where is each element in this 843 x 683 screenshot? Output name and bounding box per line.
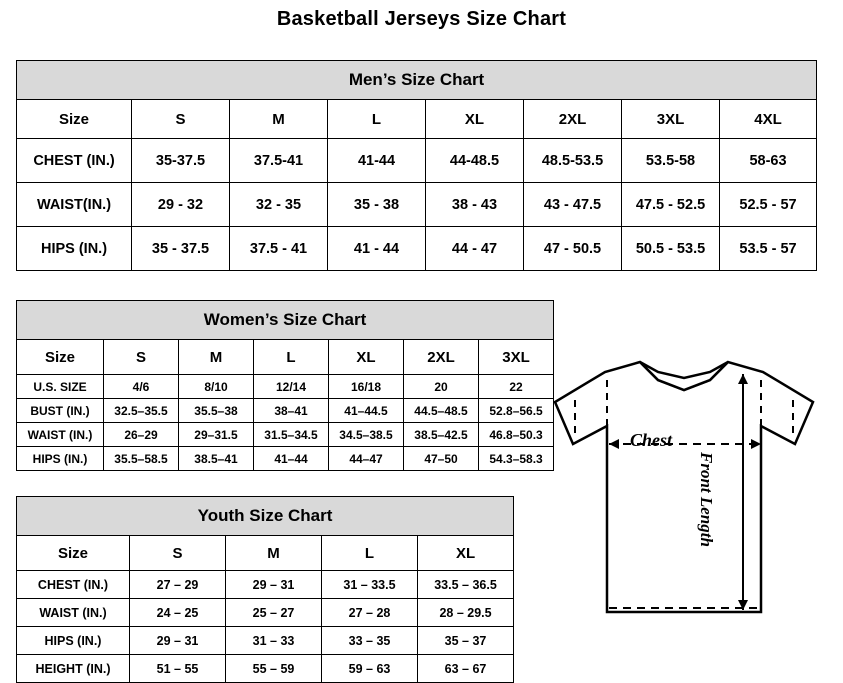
jersey-outline: [555, 362, 813, 612]
row-label: CHEST (IN.): [17, 139, 132, 183]
table-cell: 20: [404, 375, 479, 399]
table-cell: 26–29: [104, 423, 179, 447]
table-cell: 16/18: [329, 375, 404, 399]
table-cell: 31 – 33: [226, 627, 322, 655]
table-cell: 52.5 - 57: [720, 183, 817, 227]
column-header: S: [130, 536, 226, 571]
table-row: [17, 423, 554, 447]
table-cell: 27 – 28: [322, 599, 418, 627]
page-title: Basketball Jerseys Size Chart: [276, 8, 567, 30]
womens-chart-caption: Women’s Size Chart: [17, 301, 554, 340]
table-cell: 38.5–41: [179, 447, 254, 471]
row-label: HIPS (IN.): [17, 627, 130, 655]
table-cell: 31 – 33.5: [322, 571, 418, 599]
table-cell: 33 – 35: [322, 627, 418, 655]
table-cell: 53.5-58: [622, 139, 720, 183]
chest-label: Chest: [630, 430, 673, 450]
column-header: Size: [17, 100, 132, 139]
table-row: [17, 655, 514, 683]
row-label: U.S. SIZE: [17, 375, 104, 399]
column-header: 4XL: [720, 100, 817, 139]
table-caption-row: [17, 301, 554, 340]
column-header: XL: [418, 536, 514, 571]
table-cell: 35 – 37: [418, 627, 514, 655]
row-label: WAIST(IN.): [17, 183, 132, 227]
table-cell: 29 – 31: [226, 571, 322, 599]
table-cell: 41-44: [328, 139, 426, 183]
table-cell: 63 – 67: [418, 655, 514, 683]
table-row: [17, 571, 514, 599]
table-cell: 25 – 27: [226, 599, 322, 627]
table-row: [17, 183, 817, 227]
table-cell: 32 - 35: [230, 183, 328, 227]
table-cell: 46.8–50.3: [479, 423, 554, 447]
row-label: BUST (IN.): [17, 399, 104, 423]
mens-size-chart-table: [16, 60, 817, 271]
table-cell: 43 - 47.5: [524, 183, 622, 227]
column-header: 3XL: [622, 100, 720, 139]
table-cell: 41 - 44: [328, 227, 426, 271]
table-cell: 31.5–34.5: [254, 423, 329, 447]
table-caption-row: [17, 497, 514, 536]
row-label: WAIST (IN.): [17, 423, 104, 447]
mens-chart-caption: Men’s Size Chart: [17, 61, 817, 100]
column-header: L: [254, 340, 329, 375]
table-cell: 55 – 59: [226, 655, 322, 683]
youth-chart-caption: Youth Size Chart: [17, 497, 514, 536]
table-cell: 29 – 31: [130, 627, 226, 655]
table-cell: 48.5-53.5: [524, 139, 622, 183]
column-header: S: [132, 100, 230, 139]
table-cell: 27 – 29: [130, 571, 226, 599]
column-header: L: [328, 100, 426, 139]
table-cell: 47–50: [404, 447, 479, 471]
table-row: [17, 375, 554, 399]
table-cell: 4/6: [104, 375, 179, 399]
column-header: M: [179, 340, 254, 375]
table-cell: 52.8–56.5: [479, 399, 554, 423]
table-row: [17, 599, 514, 627]
table-cell: 37.5 - 41: [230, 227, 328, 271]
column-header: Size: [17, 536, 130, 571]
table-cell: 44-48.5: [426, 139, 524, 183]
table-cell: 50.5 - 53.5: [622, 227, 720, 271]
column-header: Size: [17, 340, 104, 375]
table-cell: 32.5–35.5: [104, 399, 179, 423]
table-cell: 35.5–38: [179, 399, 254, 423]
table-cell: 44.5–48.5: [404, 399, 479, 423]
table-cell: 47.5 - 52.5: [622, 183, 720, 227]
table-cell: 59 – 63: [322, 655, 418, 683]
table-cell: 35 - 38: [328, 183, 426, 227]
table-cell: 37.5-41: [230, 139, 328, 183]
table-row: [17, 627, 514, 655]
row-label: HIPS (IN.): [17, 447, 104, 471]
column-header: 3XL: [479, 340, 554, 375]
table-cell: 8/10: [179, 375, 254, 399]
front-length-label: Front Length: [697, 452, 716, 547]
table-header-row: [17, 536, 514, 571]
column-header: XL: [426, 100, 524, 139]
table-row: [17, 399, 554, 423]
table-cell: 44 - 47: [426, 227, 524, 271]
womens-size-chart-table: [16, 300, 554, 471]
table-cell: 29–31.5: [179, 423, 254, 447]
row-label: WAIST (IN.): [17, 599, 130, 627]
column-header: 2XL: [404, 340, 479, 375]
table-cell: 29 - 32: [132, 183, 230, 227]
table-cell: 47 - 50.5: [524, 227, 622, 271]
table-header-row: [17, 340, 554, 375]
table-cell: 41–44.5: [329, 399, 404, 423]
table-row: [17, 139, 817, 183]
row-label: HIPS (IN.): [17, 227, 132, 271]
youth-size-chart-table: [16, 496, 514, 683]
table-cell: 34.5–38.5: [329, 423, 404, 447]
column-header: 2XL: [524, 100, 622, 139]
column-header: M: [230, 100, 328, 139]
table-cell: 35-37.5: [132, 139, 230, 183]
table-row: [17, 447, 554, 471]
table-cell: 53.5 - 57: [720, 227, 817, 271]
table-cell: 38–41: [254, 399, 329, 423]
table-cell: 41–44: [254, 447, 329, 471]
column-header: XL: [329, 340, 404, 375]
table-cell: 38.5–42.5: [404, 423, 479, 447]
table-cell: 35.5–58.5: [104, 447, 179, 471]
column-header: M: [226, 536, 322, 571]
table-cell: 28 – 29.5: [418, 599, 514, 627]
table-cell: 51 – 55: [130, 655, 226, 683]
column-header: L: [322, 536, 418, 571]
row-label: CHEST (IN.): [17, 571, 130, 599]
row-label: HEIGHT (IN.): [17, 655, 130, 683]
table-cell: 44–47: [329, 447, 404, 471]
table-cell: 22: [479, 375, 554, 399]
table-cell: 58-63: [720, 139, 817, 183]
table-cell: 38 - 43: [426, 183, 524, 227]
jersey-diagram: [535, 340, 835, 670]
table-header-row: [17, 100, 817, 139]
table-cell: 24 – 25: [130, 599, 226, 627]
table-row: [17, 227, 817, 271]
table-cell: 33.5 – 36.5: [418, 571, 514, 599]
table-caption-row: [17, 61, 817, 100]
column-header: S: [104, 340, 179, 375]
table-cell: 54.3–58.3: [479, 447, 554, 471]
table-cell: 12/14: [254, 375, 329, 399]
table-cell: 35 - 37.5: [132, 227, 230, 271]
